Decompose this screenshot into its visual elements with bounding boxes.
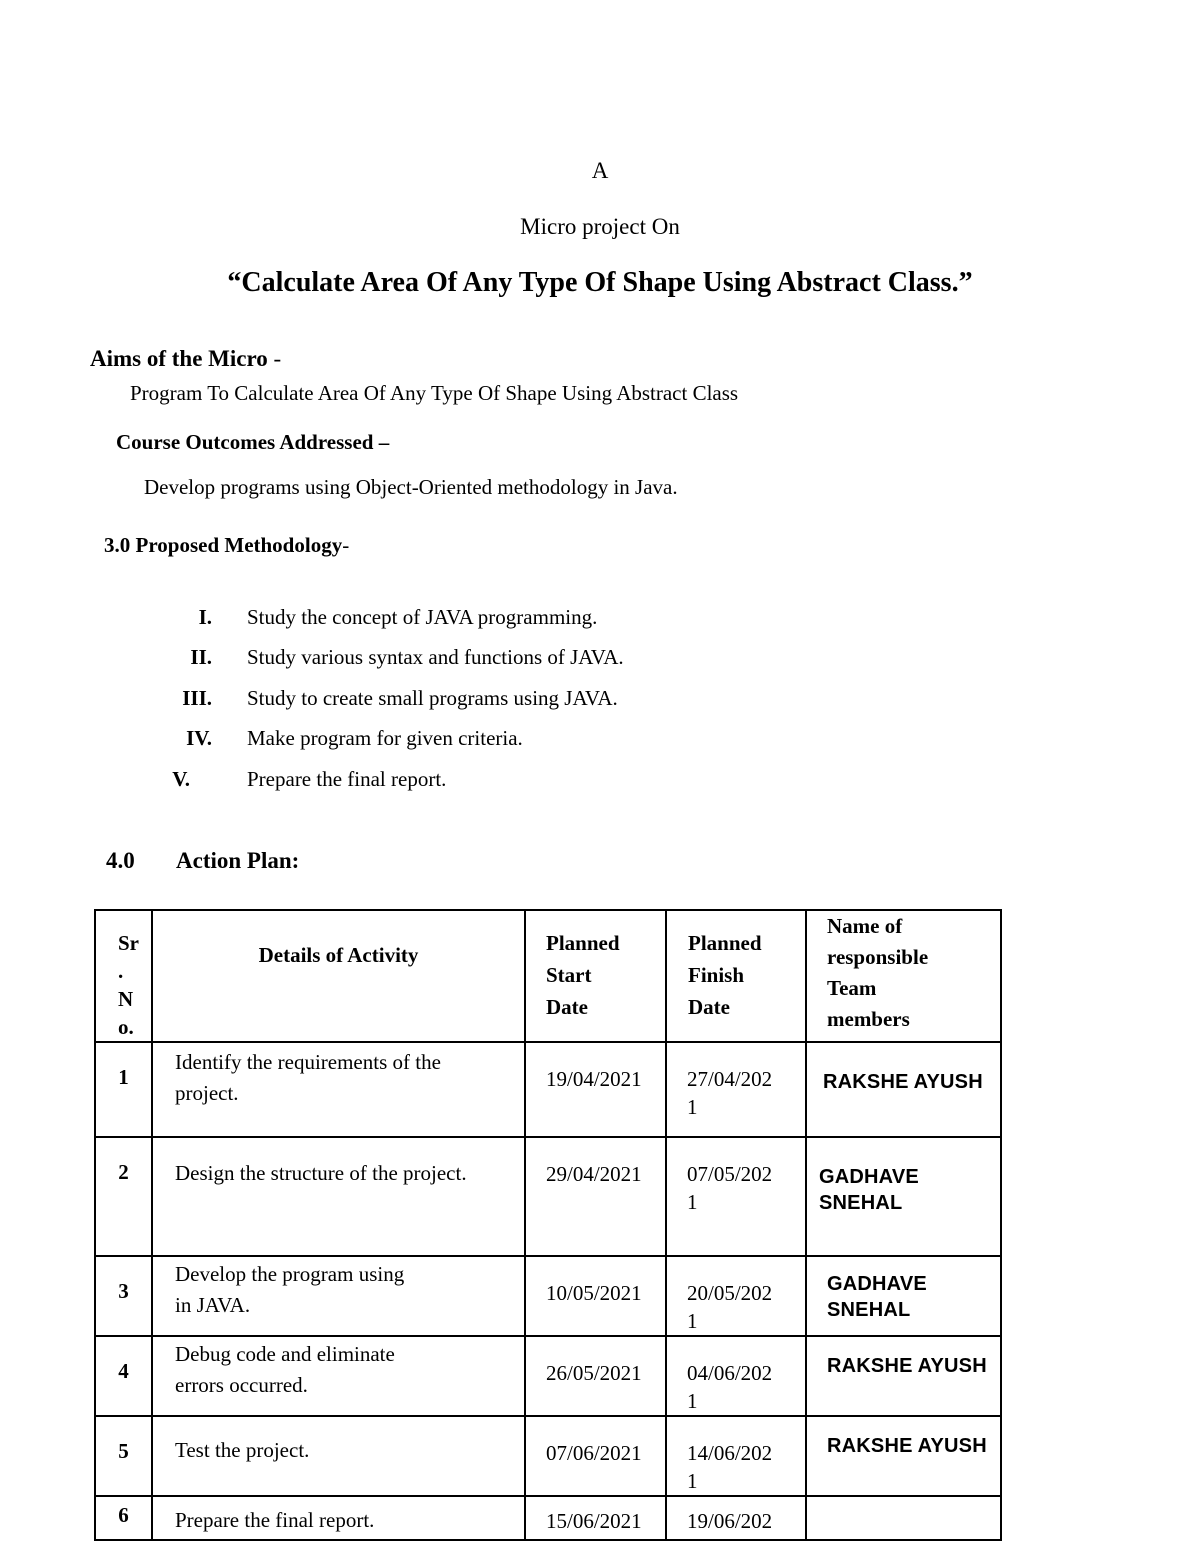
row-start-date: 19/04/2021 xyxy=(525,1042,666,1137)
row-member xyxy=(806,1496,1001,1540)
row-sr: 1 xyxy=(95,1042,152,1137)
course-outcomes-heading: Course Outcomes Addressed – xyxy=(116,430,390,454)
aims-heading-line xyxy=(90,346,281,372)
row-start-date: 15/06/2021 xyxy=(525,1496,666,1540)
table-row xyxy=(95,1042,1001,1137)
action-plan-table xyxy=(94,909,1002,1541)
methodology-item-num: I. xyxy=(198,605,212,629)
row-sr: 4 xyxy=(95,1336,152,1416)
row-member: GADHAVE SNEHAL xyxy=(806,1256,1001,1336)
row-details: Design the structure of the project. xyxy=(152,1137,525,1256)
action-plan-number: 4.0 xyxy=(106,848,135,873)
row-details: Identify the requirements of the project. xyxy=(152,1042,525,1137)
table-row xyxy=(95,1256,1001,1336)
aims-dash: - xyxy=(267,346,282,371)
methodology-item-num: II. xyxy=(190,645,212,669)
action-plan-heading: Action Plan: xyxy=(176,848,300,873)
row-start-date: 29/04/2021 xyxy=(525,1137,666,1256)
row-details: Develop the program using in JAVA. xyxy=(152,1256,525,1336)
row-start-date: 07/06/2021 xyxy=(525,1416,666,1496)
row-finish-date: 14/06/202 1 xyxy=(666,1416,806,1496)
row-start-date: 10/05/2021 xyxy=(525,1256,666,1336)
methodology-item-text: Make program for given criteria. xyxy=(247,726,523,750)
row-finish-date: 04/06/202 1 xyxy=(666,1336,806,1416)
row-start-date: 26/05/2021 xyxy=(525,1336,666,1416)
row-sr: 6 xyxy=(95,1496,152,1540)
methodology-item-text: Study various syntax and functions of JAVA. xyxy=(247,645,624,669)
row-finish-date: 27/04/202 1 xyxy=(666,1042,806,1137)
row-member: GADHAVE SNEHAL xyxy=(806,1137,1001,1256)
row-sr: 2 xyxy=(95,1137,152,1256)
title-letter-a: A xyxy=(591,158,609,183)
column-header-details: Details of Activity xyxy=(152,910,525,1042)
methodology-item-num: III. xyxy=(182,686,212,710)
column-header-finish: Planned Finish Date xyxy=(666,910,806,1042)
table-row xyxy=(95,1336,1001,1416)
methodology-heading: 3.0 Proposed Methodology xyxy=(104,533,343,557)
project-title: “Calculate Area Of Any Type Of Shape Using Abstract Class.” xyxy=(227,267,973,298)
row-sr: 5 xyxy=(95,1416,152,1496)
row-details: Prepare the final report. xyxy=(152,1496,525,1540)
column-header-start: Planned Start Date xyxy=(525,910,666,1042)
table-row xyxy=(95,1496,1001,1540)
row-finish-date: 07/05/202 1 xyxy=(666,1137,806,1256)
methodology-item-text: Study to create small programs using JAVA. xyxy=(247,686,618,710)
row-details: Debug code and eliminate errors occurred. xyxy=(152,1336,525,1416)
methodology-item-text: Prepare the final report. xyxy=(247,767,447,791)
methodology-dash: - xyxy=(342,533,350,557)
table-row xyxy=(95,1416,1001,1496)
column-header-sr: Sr . N o. xyxy=(95,910,152,1042)
subtitle-micro-project: Micro project On xyxy=(520,214,680,239)
course-outcomes-text: Develop programs using Object-Oriented methodology in Java. xyxy=(144,475,678,499)
table-header-row xyxy=(95,910,1001,1042)
table-row xyxy=(95,1137,1001,1256)
methodology-heading-line xyxy=(104,533,349,558)
row-finish-date: 19/06/202 xyxy=(666,1496,806,1540)
row-member: RAKSHE AYUSH xyxy=(806,1042,1001,1137)
row-member: RAKSHE AYUSH xyxy=(806,1336,1001,1416)
row-details: Test the project. xyxy=(152,1416,525,1496)
row-sr: 3 xyxy=(95,1256,152,1336)
methodology-item-num: V. xyxy=(172,767,190,791)
aims-text: Program To Calculate Area Of Any Type Of Shape Using Abstract Class xyxy=(130,381,739,405)
row-member: RAKSHE AYUSH xyxy=(806,1416,1001,1496)
row-finish-date: 20/05/202 1 xyxy=(666,1256,806,1336)
methodology-item-num: IV. xyxy=(186,726,212,750)
aims-heading: Aims of the Micro xyxy=(90,346,268,371)
column-header-members: Name of responsible Team members xyxy=(806,910,1001,1042)
methodology-item-text: Study the concept of JAVA programming. xyxy=(247,605,598,629)
